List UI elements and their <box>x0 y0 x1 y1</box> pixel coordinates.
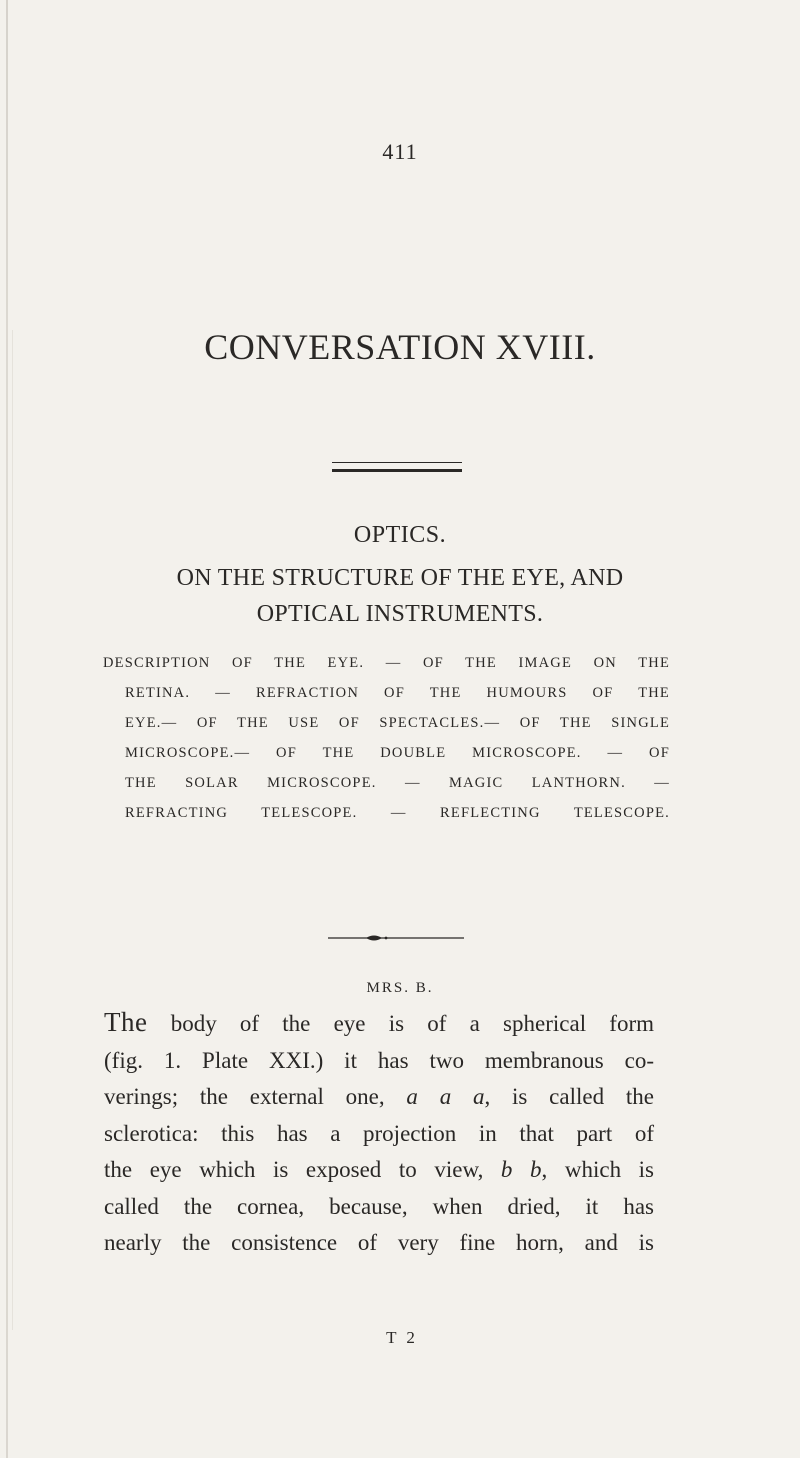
figure-reference: b b <box>500 1157 542 1182</box>
body-line: The body of the eye is of a spherical form <box>104 1007 654 1037</box>
synopsis-line: DESCRIPTION OF THE EYE. — OF THE IMAGE ON THE <box>103 655 670 671</box>
body-line: nearly the consistence of very fine horn, and is <box>104 1230 654 1255</box>
body-line: the eye which is exposed to view, b b, which is <box>104 1157 654 1182</box>
double-rule-divider <box>332 462 462 472</box>
chapter-title: CONVERSATION XVIII. <box>204 327 596 367</box>
synopsis-line: EYE.— OF THE USE OF SPECTACLES.— OF THE SINGLE <box>125 715 670 731</box>
speaker-label: MRS. B. <box>366 980 434 996</box>
body-line: sclerotica: this has a projection in that part of <box>104 1120 654 1146</box>
synopsis-line: REFRACTING TELESCOPE. — REFLECTING TELESCOPE. <box>125 805 670 821</box>
page-edge-line <box>12 330 13 1330</box>
opening-word: The <box>104 1007 148 1037</box>
body-paragraph <box>104 1004 654 1262</box>
chapter-synopsis <box>103 648 670 828</box>
chapter-subject: OPTICS. <box>353 522 447 548</box>
subtitle-line: ON THE STRUCTURE OF THE EYE, AND <box>176 565 624 591</box>
figure-reference: a a a <box>406 1084 485 1109</box>
chapter-subtitle <box>0 560 800 632</box>
synopsis-line: THE SOLAR MICROSCOPE. — MAGIC LANTHORN. — <box>125 775 670 791</box>
body-line: (fig. 1. Plate XXI.) it has two membranous co- <box>104 1047 654 1073</box>
synopsis-line: RETINA. — REFRACTION OF THE HUMOURS OF THE <box>125 685 670 701</box>
subtitle-line: OPTICAL INSTRUMENTS. <box>256 601 544 627</box>
synopsis-line: MICROSCOPE.— OF THE DOUBLE MICROSCOPE. — OF <box>125 745 670 761</box>
ornament-divider <box>328 932 464 944</box>
page-number: 411 <box>382 139 418 164</box>
body-line: verings; the external one, a a a, is called the <box>104 1084 654 1109</box>
page-edge-shadow <box>6 0 8 1458</box>
printer-signature-mark: T 2 <box>386 1328 418 1347</box>
body-line: called the cornea, because, when dried, it has <box>104 1193 654 1219</box>
